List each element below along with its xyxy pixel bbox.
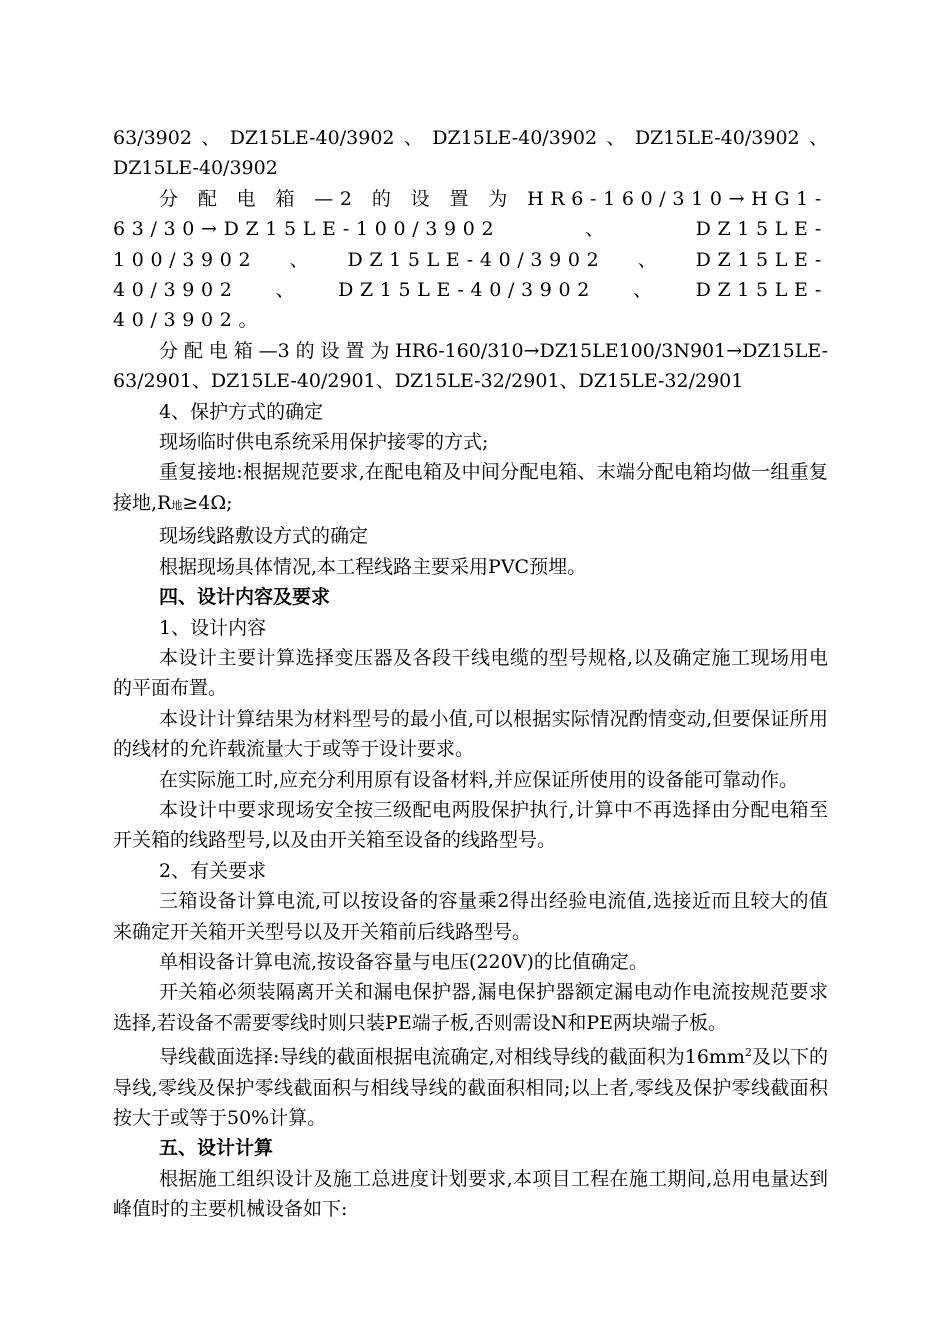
paragraph-requirement-2: 单相设备计算电流,按设备容量与电压(220V)的比值确定。: [159, 950, 648, 973]
paragraph-protection-zero: 现场临时供电系统采用保护接零的方式;: [159, 431, 489, 454]
paragraph-distribution-box-3: 分配电箱—3的设置为HR6-160/310→DZ15LE100/3N901→DZ15LE-63/2901、DZ15LE-40/2901、DZ15LE-32/2901、DZ15LE-32/2901: [113, 339, 828, 393]
paragraph-pvc: 根据现场具体情况,本工程线路主要采用PVC预埋。: [159, 555, 587, 578]
resistance-value: ≥4Ω;: [182, 491, 233, 514]
paragraph-requirement-1: 三箱设备计算电流,可以按设备的容量乘2得出经验电流值,选接近而且较大的值来确定开关箱开关型号以及开关箱前后线路型号。: [113, 890, 828, 943]
paragraph-requirement-4: [113, 1038, 828, 1133]
section-heading-5: 五、设计计算: [159, 1137, 274, 1160]
square-superscript: 2: [744, 1046, 752, 1060]
document-body: [113, 123, 828, 1225]
subheading-requirements: 2、有关要求: [159, 859, 267, 882]
subheading-protection-method: 4、保护方式的确定: [159, 400, 324, 423]
paragraph-design-calculation: 根据施工组织设计及施工总进度计划要求,本项目工程在施工期间,总用电量达到峰值时的主要机械设备如下:: [113, 1167, 828, 1221]
paragraph-design-content-3: 在实际施工时,应充分利用原有设备材料,并应保证所使用的设备能可靠动作。: [159, 768, 799, 791]
paragraph-line-laying: 现场线路敷设方式的确定: [159, 525, 369, 548]
conductor-text-a: 导线截面选择:导线的截面根据电流确定,对相线导线的截面积为16mm: [159, 1046, 745, 1069]
paragraph-design-content-4: 本设计中要求现场安全按三级配电两股保护执行,计算中不再选择由分配电箱至开关箱的线路型号,以及由开关箱至设备的线路型号。: [113, 798, 828, 852]
paragraph-requirement-3: 开关箱必须装隔离开关和漏电保护器,漏电保护器额定漏电动作电流按规范要求选择,若设备不需要零线时则只装PE端子板,否则需设N和PE两块端子板。: [113, 981, 828, 1034]
paragraph-design-content-2: 本设计计算结果为材料型号的最小值,可以根据实际情况酌情变动,但要保证所用的线材的允许载流量大于或等于设计要求。: [113, 707, 828, 761]
resistance-subscript: 地: [171, 498, 183, 512]
paragraph-repeat-grounding: [113, 457, 828, 521]
paragraph-breaker-list-1: 63/3902、DZ15LE-40/3902、DZ15LE-40/3902、DZ15LE-40/3902、DZ15LE-40/3902: [113, 127, 828, 180]
paragraph-distribution-box-2: 分配电箱—2的设置为HR6-160/310→HG1-63/30→DZ15LE-100/3902、DZ15LE-100/3902、DZ15LE-40/3902、DZ15LE-40/3902、DZ15LE-40/3902、DZ15LE-40/3902。: [113, 187, 828, 332]
paragraph-design-content-1: 本设计主要计算选择变压器及各段干线电缆的型号规格,以及确定施工现场用电的平面布置。: [113, 646, 828, 700]
subheading-design-content: 1、设计内容: [159, 616, 267, 639]
repeat-grounding-text: 重复接地:根据规范要求,在配电箱及中间分配电箱、末端分配电箱均做一组重复接地,R: [113, 461, 828, 514]
section-heading-4: 四、设计内容及要求: [159, 586, 331, 609]
conductor-text-b: 及以下的导线,零线及保护零线截面积与相线导线的截面积相同;以上者,零线及保护零线截面积按大于或等于50%计算。: [113, 1046, 828, 1129]
